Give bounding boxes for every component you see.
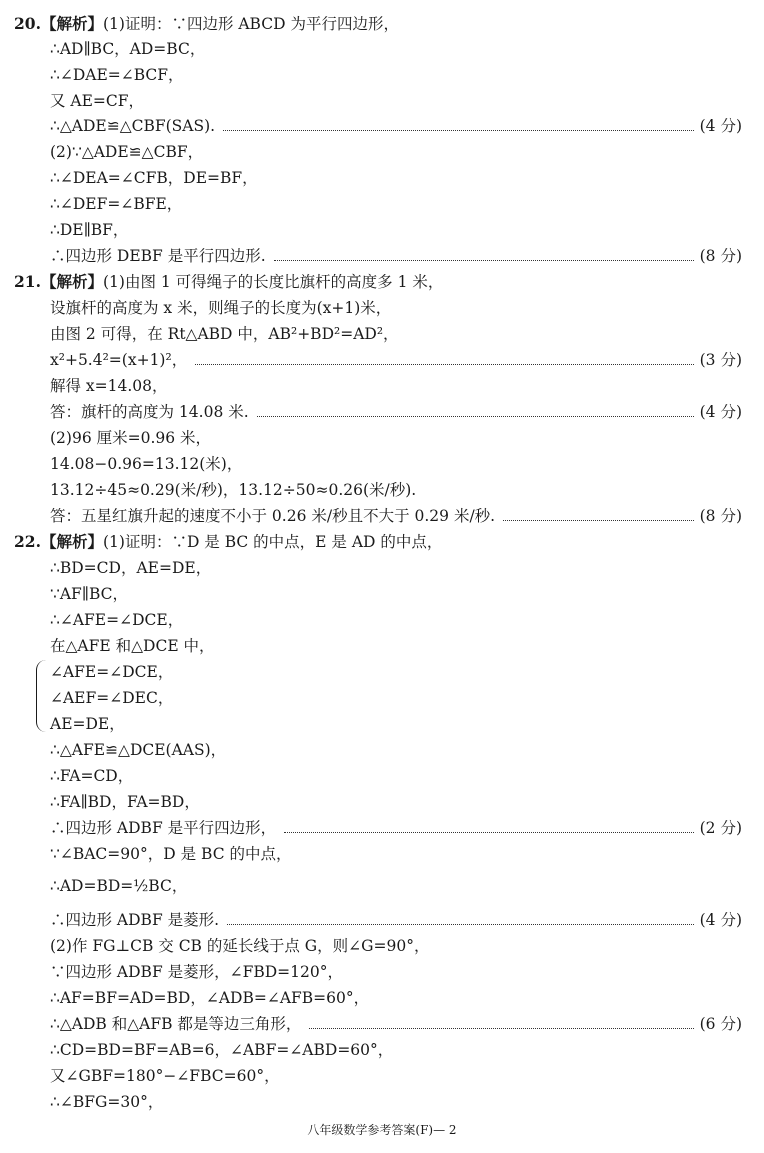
score-label: (6 分) [699, 1015, 742, 1033]
answer-line [50, 63, 742, 87]
answer-line [50, 790, 742, 814]
score-label: (8 分) [699, 247, 742, 265]
line-text: ∴BD=CD，AE=DE， [50, 559, 212, 577]
answer-line [50, 874, 742, 898]
line-text: ∴∠DEA=∠CFB，DE=BF， [50, 169, 258, 187]
answer-line [50, 556, 742, 580]
question-number: 21. [14, 272, 41, 291]
line-text: 答：旗杆的高度为 14.08 米. [50, 403, 249, 421]
answer-line [50, 686, 742, 710]
answer-line [50, 296, 742, 320]
answer-line [50, 738, 742, 762]
dot-leader [284, 832, 693, 833]
line-text: ∴AF=BF=AD=BD，∠ADB=∠AFB=60°， [50, 989, 370, 1007]
question-number: 22. [14, 532, 41, 551]
answer-line [50, 478, 742, 502]
line-text: ∴△ADB 和△AFB 都是等边三角形， [50, 1015, 302, 1033]
answer-line [50, 1012, 742, 1036]
answer-line [50, 608, 742, 632]
line-text: ∴AD=BD=½BC， [50, 877, 188, 895]
line-text: (2)∵△ADE≌△CBF， [50, 143, 204, 161]
line-text: ∠AFE=∠DCE， [50, 663, 174, 681]
line-text: x²+5.4²=(x+1)²， [50, 351, 188, 369]
line-text: ∠AEF=∠DEC， [50, 689, 174, 707]
line-text: 又 AE=CF， [50, 92, 145, 110]
dot-leader [195, 364, 693, 365]
line-text: ∴四边形 DEBF 是平行四边形. [50, 247, 266, 265]
score-label: (4 分) [699, 911, 742, 929]
line-text: ∵AF∥BC， [50, 585, 129, 603]
answer-line [14, 530, 742, 554]
line-text: ∴∠DAE=∠BCF， [50, 66, 184, 84]
line-text: ∴四边形 ADBF 是平行四边形， [50, 819, 277, 837]
dot-leader [227, 924, 694, 925]
line-text: ∴FA∥BD，FA=BD， [50, 793, 200, 811]
answer-line [50, 89, 742, 113]
answer-line [50, 504, 742, 528]
line-text: (2)作 FG⊥CB 交 CB 的延长线于点 G，则∠G=90°， [50, 937, 430, 955]
line-text: ∵∠BAC=90°，D 是 BC 的中点， [50, 845, 292, 863]
answer-line [50, 712, 742, 736]
line-text: (1)由图 1 可得绳子的长度比旗杆的高度多 1 米， [102, 273, 444, 291]
line-text: (1)证明：∵D 是 BC 的中点，E 是 AD 的中点， [102, 533, 443, 551]
answer-line [50, 842, 742, 866]
line-text: ∴FA=CD， [50, 767, 134, 785]
answer-line [50, 244, 742, 268]
line-text: ∴∠DEF=∠BFE， [50, 195, 183, 213]
system-brace [36, 660, 47, 732]
score-label: (4 分) [699, 403, 742, 421]
line-text: ∴AD∥BC，AD=BC， [50, 40, 206, 58]
dot-leader [257, 416, 694, 417]
line-text: 在△AFE 和△DCE 中， [50, 637, 215, 655]
dot-leader [309, 1028, 693, 1029]
line-text: 13.12÷45≈0.29(米/秒)，13.12÷50≈0.26(米/秒). [50, 481, 417, 499]
answer-line [50, 660, 742, 684]
answer-line [50, 960, 742, 984]
answer-line [50, 1038, 742, 1062]
dot-leader [223, 130, 694, 131]
answer-line [50, 452, 742, 476]
line-text: 14.08−0.96=13.12(米)， [50, 455, 243, 473]
answer-line [50, 426, 742, 450]
answer-line [50, 1090, 742, 1114]
score-label: (3 分) [699, 351, 742, 369]
line-text: 答：五星红旗升起的速度不小于 0.26 米/秒且不大于 0.29 米/秒. [50, 507, 496, 525]
answer-line [50, 140, 742, 164]
question-number: 20. [14, 14, 41, 33]
answer-line [50, 986, 742, 1010]
line-text: ∴∠AFE=∠DCE， [50, 611, 184, 629]
answer-line [50, 218, 742, 242]
line-text: 又∠GBF=180°−∠FBC=60°， [50, 1067, 280, 1085]
line-text: 设旗杆的高度为 x 米，则绳子的长度为(x+1)米， [50, 299, 392, 317]
answer-line [50, 908, 742, 932]
answer-line [50, 1064, 742, 1088]
answer-line [50, 374, 742, 398]
analysis-tag: 【解析】 [40, 532, 103, 551]
score-label: (2 分) [699, 819, 742, 837]
answer-line [50, 634, 742, 658]
answer-line [50, 400, 742, 424]
answer-line [50, 166, 742, 190]
answer-line [50, 348, 742, 372]
line-text: (1)证明：∵四边形 ABCD 为平行四边形， [102, 15, 399, 33]
answer-line [50, 114, 742, 138]
answer-line [50, 322, 742, 346]
answer-line [50, 582, 742, 606]
answer-line [50, 192, 742, 216]
line-text: AE=DE， [50, 715, 125, 733]
line-text: ∴△ADE≌△CBF(SAS). [50, 117, 216, 135]
line-text: ∴∠BFG=30°， [50, 1093, 164, 1111]
score-label: (8 分) [699, 507, 742, 525]
answer-line [50, 37, 742, 61]
analysis-tag: 【解析】 [40, 272, 103, 291]
answer-line [50, 934, 742, 958]
dot-leader [503, 520, 694, 521]
line-text: ∴DE∥BF， [50, 221, 129, 239]
line-text: 由图 2 可得，在 Rt△ABD 中，AB²+BD²=AD²， [50, 325, 399, 343]
answer-line [50, 764, 742, 788]
line-text: (2)96 厘米=0.96 米， [50, 429, 212, 447]
line-text: ∴CD=BD=BF=AB=6，∠ABF=∠ABD=60°， [50, 1041, 394, 1059]
answer-line [14, 270, 742, 294]
page-footer: 八年级数学参考答案(F)— 2 [307, 1123, 457, 1137]
answer-line [50, 816, 742, 840]
dot-leader [274, 260, 694, 261]
answer-line [14, 12, 742, 36]
score-label: (4 分) [699, 117, 742, 135]
line-text: ∴△AFE≌△DCE(AAS)， [50, 741, 227, 759]
line-text: 解得 x=14.08， [50, 377, 168, 395]
line-text: ∵四边形 ADBF 是菱形，∠FBD=120°， [50, 963, 344, 981]
line-text: ∴四边形 ADBF 是菱形. [50, 911, 220, 929]
analysis-tag: 【解析】 [40, 14, 103, 33]
